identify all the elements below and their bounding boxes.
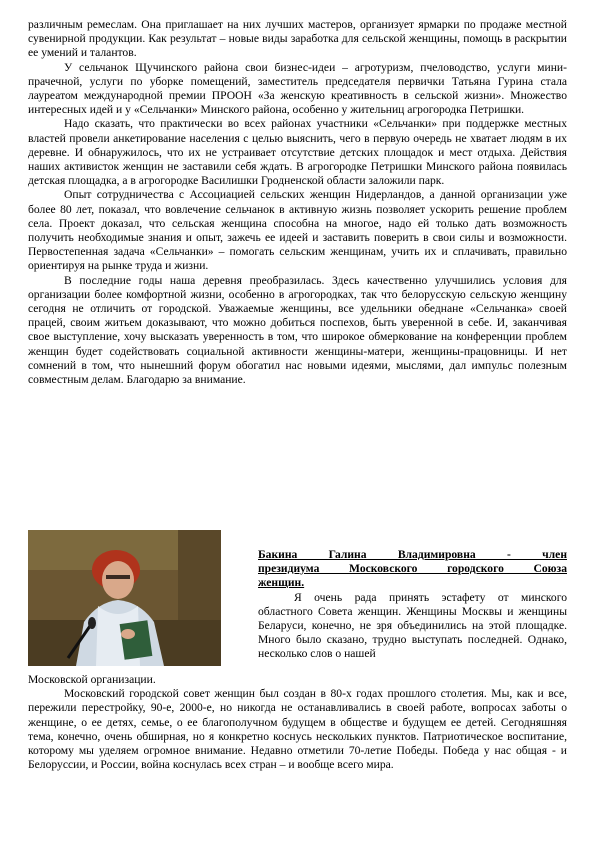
paragraph: Я очень рада принять эстафету от минского областного Совета женщин. Женщины Москвы и женщины Беларуси, конечно, не зря объединились на этой площадке. Много было сказано, трудно выступать последней. Однако, несколько слов о нашей bbox=[258, 590, 567, 661]
speaker-title-end: женщин. bbox=[258, 576, 305, 590]
paragraph: Московский городской совет женщин был создан в 80-х годах прошлого столетия. Мы, как и все, пережили перестройку, 90-е, 2000-е, но никогда не останавливались в своей работе, вопросах заботы о женщине, о ее детях, семье, о ее благополучном будущем в обществе и будущем ее детей. Сегодняшняя тема, конечно, очень обширная, но я конкретно коснусь нескольких пунктов. Патриотическое воспитание, которому мы уделяем огромное внимание. Недавно отметили 70-летие Победы. Победа у нас общая - и Белоруссии, и России, война коснулась всех стран – и вообще всего мира. bbox=[28, 687, 567, 772]
paragraph: Опыт сотрудничества с Ассоциацией сельских женщин Нидерландов, а данной организации уже более 80 лет, показал, что вовлечение сельчанок в активную жизнь позволяет ускорить решение проблем села. Проект доказал, что сельская женщина способна на многое, надо ей только дать возможность получить необходимые знания и опыт, зажечь ее идеей и заставить поверить в свои силы и возможности. Первостепенная задача «Сельчанки» – помогать сельским женщинам, учить их и сплачивать, правильно ориентируя на рынке труда и жизни. bbox=[28, 188, 567, 273]
speaker-photo bbox=[28, 530, 221, 666]
article-body-bottom bbox=[28, 673, 567, 772]
article-body-top bbox=[28, 18, 567, 387]
paragraph-continuation: различным ремеслам. Она приглашает на них лучших мастеров, организует ярмарки по продаже местной сувенирной продукции. Как результат – новые виды заработка для сельской женщины, помощь в раскрытии ее умений и талантов. bbox=[28, 18, 567, 60]
paragraph-continuation: Московской организации. bbox=[28, 673, 156, 686]
paragraph: У сельчанок Щучинского района свои бизнес-идеи – агротуризм, пчеловодство, услуги мини-прачечной, услуги по уборке помещений, заместитель председателя первички Татьяна Гурина стала лауреатом международной премии ПРООН «За женскую креативность в сельской жизни». Множество интересных идей и у «Сельчанки» Минского района, особенно у жительниц агрогородка Петришки. bbox=[28, 60, 567, 117]
paragraph: Надо сказать, что практически во всех районах участники «Сельчанки» при поддержке местных властей провели анкетирование населения с целью выяснить, чего в первую очередь не хватает людям в их деревне. И обнаружилось, что их не устраивает отсутствие детских площадок и мест отдыха. Действия наших активисток женщин не заставили себя ждать. В агрогородке Петришки Минского района появилась детская площадка, а в агрогородке Василишки Гродненской области заложили парк. bbox=[28, 117, 567, 188]
speaker-title-line: президиума Московского городского Союза bbox=[258, 562, 567, 576]
paragraph: В последние годы наша деревня преобразилась. Здесь качественно улучшились условия для организации более комфортной жизни, особенно в агрогородках, так что белорусскую сельскую женщину сегодня не отличить от городской. Уважаемые женщины, все удельники обеднане «Сельчанка» своей працей, своим житьем доказывают, что можно добиться поспехов, быть уверенной в себе. И, заканчивая свое выступление, хочу высказать уверенность в том, что широкое обмеркование на конференции проблем женщин будет содействовать социальной активности женщины-матери, женщины-працовницы. И нет сомнений в том, что нынешний форум обогатил нас новыми идеями, мыслями, дал импульс полезным совместным делам. Благодарю за внимание. bbox=[28, 273, 567, 387]
speaker-name-line: Бакина Галина Владимировна - член bbox=[258, 548, 567, 561]
speaker-intro bbox=[258, 548, 567, 662]
